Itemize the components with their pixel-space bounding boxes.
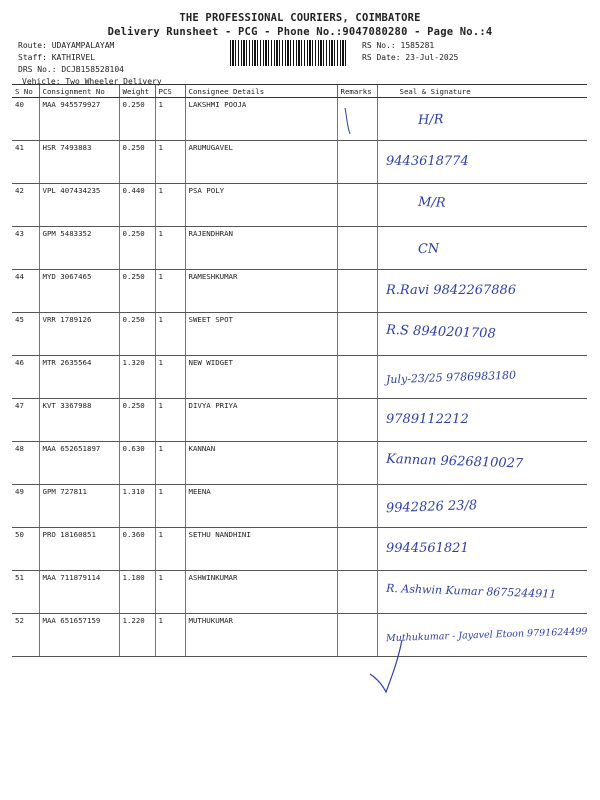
signature-text: M/R [417, 194, 446, 211]
consignment-cell: GPM 727811 [39, 485, 119, 528]
signature-text: R.Ravi 9842267886 [385, 283, 516, 298]
sno-cell: 48 [12, 442, 39, 485]
col-weight-header: Weight [119, 85, 155, 98]
signature-text: R. Ashwin Kumar 8675244911 [385, 581, 556, 601]
col-signature-header: Seal & Signature [377, 85, 587, 98]
rs-date-text: RS Date: 23-Jul-2025 [362, 53, 459, 62]
sno-cell: 41 [12, 141, 39, 184]
weight-cell: 0.250 [119, 141, 155, 184]
weight-cell: 1.310 [119, 485, 155, 528]
sno-cell: 49 [12, 485, 39, 528]
consignment-cell: MAA 945579927 [39, 98, 119, 141]
consignee-cell: RAJENDHRAN [185, 227, 337, 270]
weight-cell: 0.440 [119, 184, 155, 227]
weight-cell: 1.180 [119, 571, 155, 614]
rs-no-text: RS No.: 1585281 [362, 41, 435, 50]
pcs-cell: 1 [155, 227, 185, 270]
consignee-cell: SETHU NANDHINI [185, 528, 337, 571]
weight-cell: 0.250 [119, 227, 155, 270]
signature-text: 9942826 23/8 [385, 498, 477, 517]
consignee-cell: PSA POLY [185, 184, 337, 227]
vehicle-text: Vehicle: Two Wheeler Delivery [22, 77, 162, 86]
weight-cell: 0.360 [119, 528, 155, 571]
sno-cell: 44 [12, 270, 39, 313]
weight-cell: 0.250 [119, 98, 155, 141]
sno-cell: 42 [12, 184, 39, 227]
pcs-cell: 1 [155, 614, 185, 657]
signature-text: 9944561821 [385, 541, 469, 556]
consignee-cell: RAMESHKUMAR [185, 270, 337, 313]
signature-text: Muthukumar - Jayavel Etoon 9791624499 [385, 626, 588, 645]
consignment-cell: VPL 407434235 [39, 184, 119, 227]
consignee-cell: ASHWINKUMAR [185, 571, 337, 614]
consignee-cell: NEW WIDGET [185, 356, 337, 399]
sno-cell: 50 [12, 528, 39, 571]
pcs-cell: 1 [155, 571, 185, 614]
pcs-cell: 1 [155, 356, 185, 399]
sno-cell: 43 [12, 227, 39, 270]
signature-text: 9443618774 [385, 154, 469, 169]
weight-cell: 0.250 [119, 270, 155, 313]
sno-cell: 47 [12, 399, 39, 442]
pcs-cell: 1 [155, 442, 185, 485]
sno-cell: 52 [12, 614, 39, 657]
consignee-cell: MEENA [185, 485, 337, 528]
consignee-cell: SWEET SPOT [185, 313, 337, 356]
signature-text: 9789112212 [385, 412, 469, 427]
consignment-cell: MAA 711879114 [39, 571, 119, 614]
pcs-cell: 1 [155, 313, 185, 356]
col-consignee-header: Consignee Details [185, 85, 337, 98]
consignment-cell: MAA 651657159 [39, 614, 119, 657]
consignee-cell: LAKSHMI POOJA [185, 98, 337, 141]
consignee-cell: MUTHUKUMAR [185, 614, 337, 657]
weight-cell: 0.250 [119, 313, 155, 356]
consignment-cell: MAA 652651897 [39, 442, 119, 485]
pcs-cell: 1 [155, 485, 185, 528]
weight-cell: 1.220 [119, 614, 155, 657]
pcs-cell: 1 [155, 98, 185, 141]
pcs-cell: 1 [155, 270, 185, 313]
runsheet-title: Delivery Runsheet - PCG - Phone No.:9047080280 - Page No.:4 [107, 26, 493, 38]
col-sno-header: S No [12, 85, 39, 98]
pcs-cell: 1 [155, 184, 185, 227]
consignee-cell: DIVYA PRIYA [185, 399, 337, 442]
signature-text: July-23/25 9786983180 [385, 368, 516, 387]
pcs-cell: 1 [155, 528, 185, 571]
sno-cell: 51 [12, 571, 39, 614]
signature-text: CN [417, 241, 440, 258]
consignee-cell: KANNAN [185, 442, 337, 485]
drs-text: DRS No.: DCJB158528104 [18, 65, 124, 74]
weight-cell: 1.320 [119, 356, 155, 399]
route-text: Route: UDAYAMPALAYAM [18, 41, 115, 50]
sno-cell: 46 [12, 356, 39, 399]
consignment-cell: MTR 2635564 [39, 356, 119, 399]
consignment-cell: PRO 18160851 [39, 528, 119, 571]
consignment-cell: MYD 3067465 [39, 270, 119, 313]
weight-cell: 0.250 [119, 399, 155, 442]
sno-cell: 45 [12, 313, 39, 356]
consignment-cell: VRR 1789126 [39, 313, 119, 356]
pcs-cell: 1 [155, 141, 185, 184]
consignment-cell: GPM 5483352 [39, 227, 119, 270]
col-pcs-header: PCS [155, 85, 185, 98]
signature-text: H/R [417, 112, 444, 129]
pcs-cell: 1 [155, 399, 185, 442]
staff-text: Staff: KATHIRVEL [18, 53, 96, 62]
company-title: THE PROFESSIONAL COURIERS, COIMBATORE [179, 12, 421, 24]
signature-text: R.S 8940201708 [385, 322, 496, 342]
sno-cell: 40 [12, 98, 39, 141]
consignment-cell: KVT 3367988 [39, 399, 119, 442]
col-consignment-header: Consignment No [39, 85, 119, 98]
consignment-cell: HSR 7493883 [39, 141, 119, 184]
consignee-cell: ARUMUGAVEL [185, 141, 337, 184]
signature-text: Kannan 9626810027 [385, 451, 523, 472]
weight-cell: 0.630 [119, 442, 155, 485]
col-remarks-header: Remarks [337, 85, 377, 98]
